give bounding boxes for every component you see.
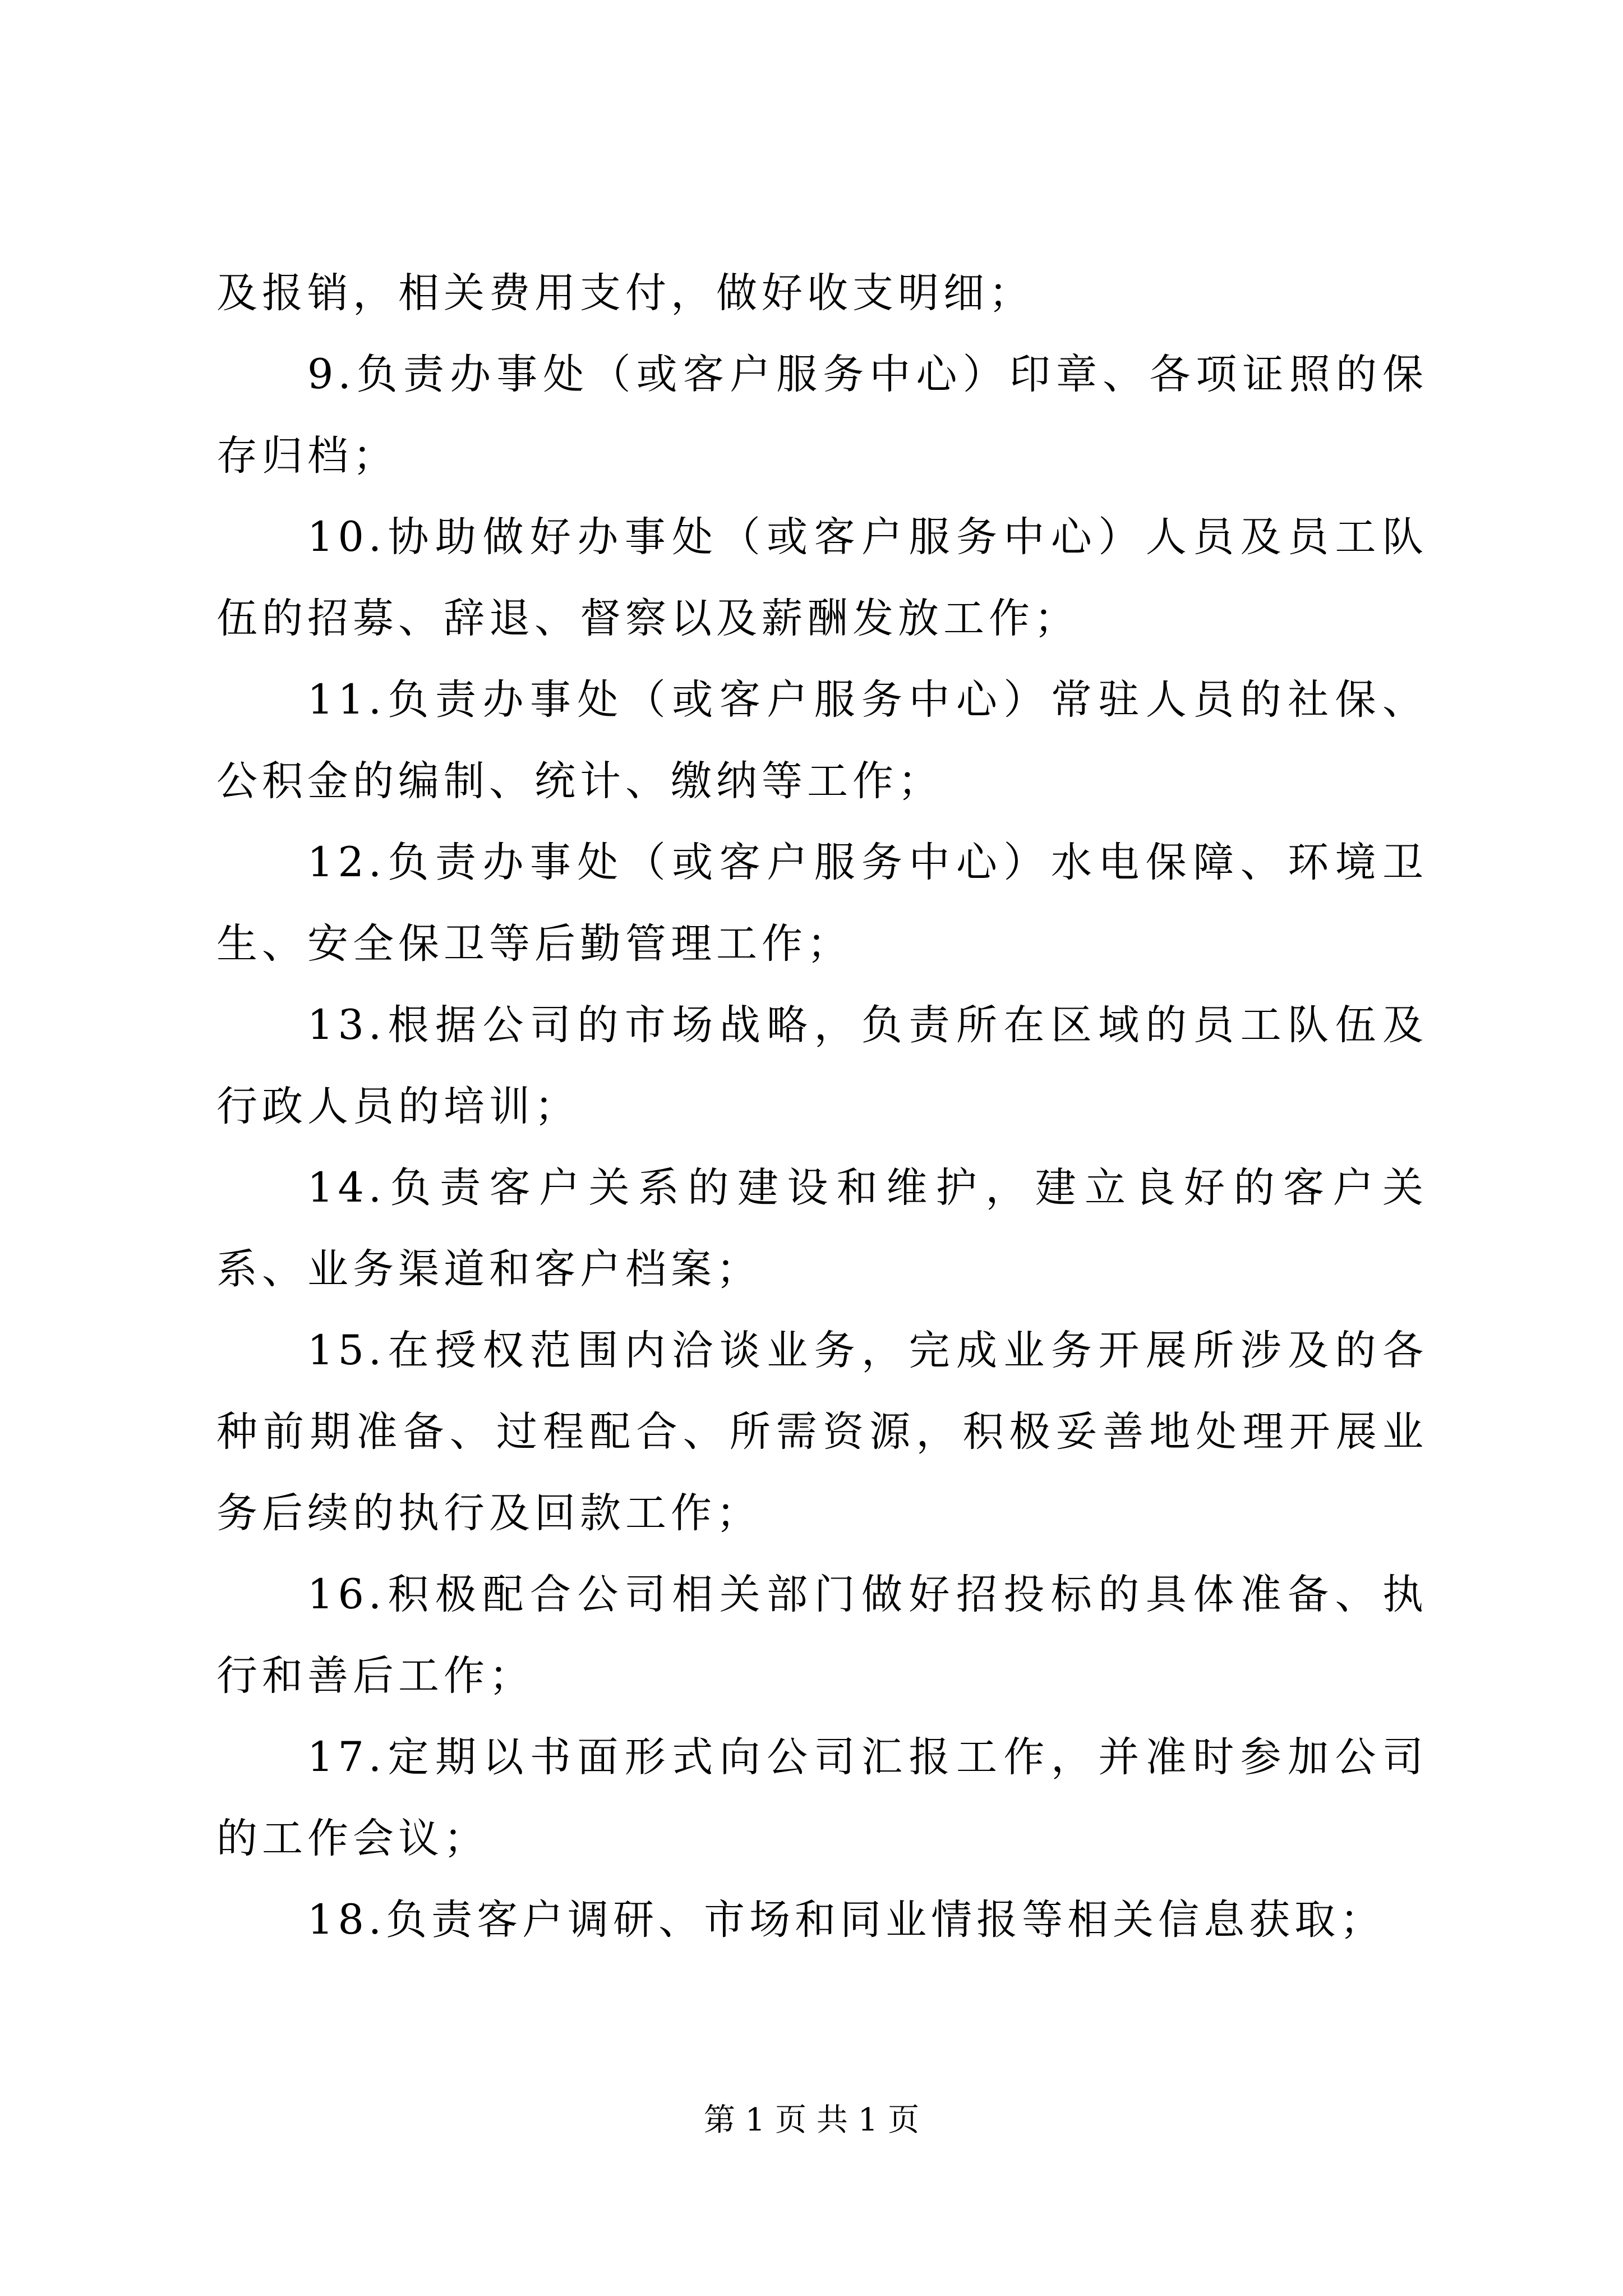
list-item-12: 12.负责办事处（或客户服务中心）水电保障、环境卫生、安全保卫等后勤管理工作；: [216, 839, 1428, 968]
list-item-9: 9.负责办事处（或客户服务中心）印章、各项证照的保存归档；: [216, 351, 1428, 480]
document-body: [216, 252, 1428, 1961]
list-item-15: 15.在授权范围内洽谈业务，完成业务开展所涉及的各种前期准备、过程配合、所需资源，积极妥善地处理开展业务后续的执行及回款工作；: [216, 1327, 1428, 1537]
list-item-17: 17.定期以书面形式向公司汇报工作，并准时参加公司的工作会议；: [216, 1733, 1428, 1862]
list-item-10: 10.协助做好办事处（或客户服务中心）人员及员工队伍的招募、辞退、督察以及薪酬发放工作；: [216, 513, 1428, 642]
list-item-11: 11.负责办事处（或客户服务中心）常驻人员的社保、公积金的编制、统计、缴纳等工作；: [216, 676, 1428, 805]
list-item-18: 18.负责客户调研、市场和同业情报等相关信息获取；: [307, 1896, 1386, 1944]
list-item-14: 14.负责客户关系的建设和维护，建立良好的客户关系、业务渠道和客户档案；: [216, 1164, 1428, 1293]
paragraph-continuation: 及报销，相关费用支付，做好收支明细；: [216, 269, 1034, 317]
page-footer: 第 1 页 共 1 页: [703, 2102, 920, 2138]
list-item-13: 13.根据公司的市场战略，负责所在区域的员工队伍及行政人员的培训；: [216, 1001, 1428, 1130]
list-item-16: 16.积极配合公司相关部门做好招投标的具体准备、执行和善后工作；: [216, 1571, 1428, 1700]
